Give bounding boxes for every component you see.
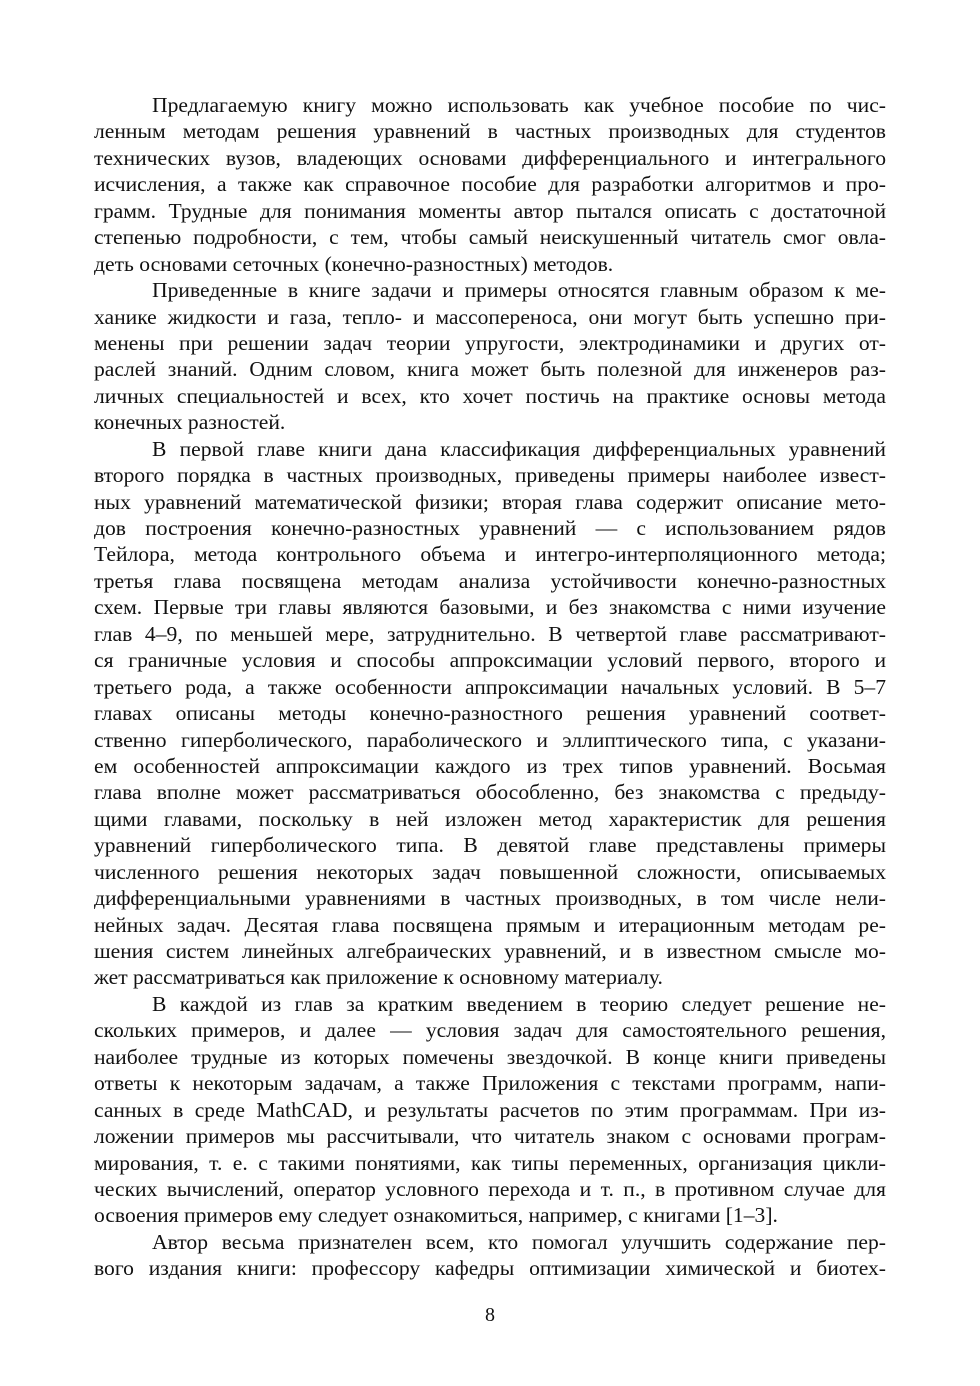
- text-line: Тейлора, метода контрольного объема и интегро-интерполяционного метода;: [94, 542, 886, 567]
- text-line: степенью подробности, с тем, чтобы самый неискушенный читатель смог овла-: [94, 225, 886, 250]
- text-line: главах описаны методы конечно-разностного решения уравнений соответ-: [94, 701, 886, 726]
- text-line: дов построения конечно-разностных уравнений — с использованием рядов: [94, 516, 886, 540]
- text-line: нейных задач. Десятая глава посвящена прямым и итерационным методам ре-: [94, 912, 886, 937]
- text-line: ем особенностей аппроксимации каждого из трех типов уравнений. Восьмая: [94, 753, 886, 778]
- text-line: третьего рода, а также особенности аппроксимации начальных условий. В 5–7: [94, 674, 886, 699]
- text-line: дифференциальными уравнениями в частных производных, в том числе нели-: [94, 886, 886, 911]
- text-line: Приведенные в книге задачи и примеры относятся главным образом к ме-: [152, 278, 886, 303]
- text-line: глава вполне может рассматриваться обособленно, без знакомства с предыду-: [94, 780, 886, 805]
- text-line: освоения примеров ему следует ознакомиться, например, с книгами [1–3].: [94, 1203, 778, 1228]
- text-line: скольких примеров, и далее — условия задач для самостоятельного решения,: [94, 1018, 886, 1043]
- text-line: схем. Первые три главы являются базовыми, и без знакомства с ними изучение: [94, 595, 886, 620]
- text-line: мирования, т. е. с такими понятиями, как типы переменных, организация цикли-: [94, 1150, 886, 1175]
- body-text: [94, 92, 886, 1282]
- paragraph: [94, 436, 886, 991]
- text-line: деть основами сеточных (конечно-разностных) методов.: [94, 251, 614, 276]
- text-line: ся граничные условия и способы аппроксимации условий первого, второго и: [94, 648, 886, 673]
- text-line: второго порядка в частных производных, приведены примеры наиболее извест-: [94, 463, 886, 488]
- text-line: раслей знаний. Одним словом, книга может быть полезной для инженеров раз-: [94, 357, 886, 382]
- page-number: 8: [485, 1304, 495, 1326]
- paragraph: [94, 1229, 886, 1282]
- text-line: ственно гиперболического, параболического и эллиптического типа, с указани-: [94, 727, 886, 752]
- text-line: грамм. Трудные для понимания моменты автор пытался описать с достаточной: [94, 198, 886, 223]
- text-line: ческих вычислений, оператор условного перехода и т. п., в противном случае для: [94, 1176, 886, 1201]
- text-line: санных в среде MathCAD, и результаты расчетов по этим программам. При из-: [94, 1097, 886, 1122]
- text-line: конечных разностей.: [94, 410, 286, 435]
- text-line: исчисления, а также как справочное пособие для разработки алгоритмов и про-: [94, 172, 886, 197]
- text-line: третья глава посвящена методам анализа устойчивости конечно-разностных: [94, 568, 886, 593]
- text-line: ленным методам решения уравнений в частных производных для студентов: [94, 119, 886, 144]
- text-line: глав 4–9, по меньшей мере, затруднительно. В четвертой главе рассматривают-: [94, 621, 886, 646]
- text-line: Предлагаемую книгу можно использовать как учебное пособие по чис-: [152, 93, 886, 117]
- text-line: численного решения некоторых задач повышенной сложности, описываемых: [94, 859, 886, 884]
- text-line: щими главами, поскольку в ней изложен метод характеристик для решения: [94, 806, 886, 831]
- text-line: уравнений гиперболического типа. В девятой главе представлены примеры: [94, 833, 886, 858]
- text-line: Автор весьма признателен всем, кто помогал улучшить содержание пер-: [152, 1229, 886, 1254]
- text-line: вого издания книги: профессору кафедры оптимизации химической и биотех-: [94, 1256, 886, 1281]
- text-line: В первой главе книги дана классификация дифференциальных уравнений: [152, 436, 886, 461]
- text-line: ных уравнений математической физики; вторая глава содержит описание мето-: [94, 489, 886, 514]
- text-line: технических вузов, владеющих основами дифференциального и интегрального: [94, 145, 886, 170]
- text-line: ответы к некоторым задачам, а также Приложения с текстами программ, напи-: [94, 1071, 886, 1096]
- text-line: ложении примеров мы рассчитывали, что читатель знаком с основами програм-: [94, 1124, 886, 1149]
- paragraph: [94, 92, 886, 277]
- text-line: жет рассматриваться как приложение к основному материалу.: [94, 965, 663, 990]
- paragraph: [94, 277, 886, 436]
- paragraph: [94, 991, 886, 1229]
- text-line: наиболее трудные из которых помечены звездочкой. В конце книги приведены: [94, 1044, 886, 1069]
- text-line: менены при решении задач теории упругости, электродинамики и других от-: [94, 330, 886, 355]
- text-line: личных специальностей и всех, кто хочет постичь на практике основы метода: [94, 383, 886, 408]
- text-line: В каждой из глав за кратким введением в теорию следует решение не-: [152, 991, 886, 1016]
- text-line: ханике жидкости и газа, тепло- и массопереноса, они могут быть успешно при-: [94, 304, 886, 329]
- text-line: шения систем линейных алгебраических уравнений, и в известном смысле мо-: [94, 939, 886, 963]
